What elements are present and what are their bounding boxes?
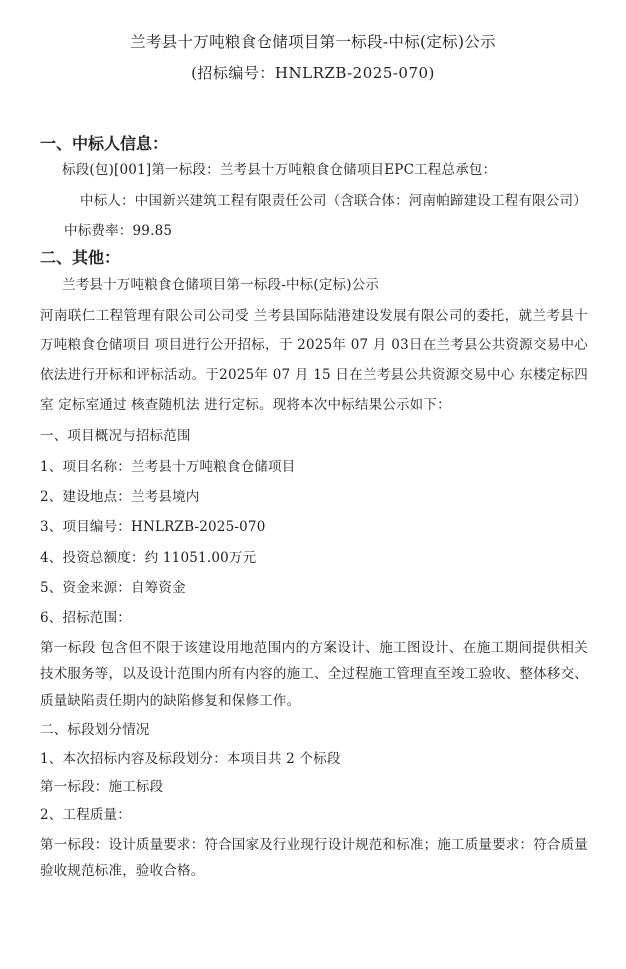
item-investment: 4、投资总额度：约 11051.00万元 (40, 550, 257, 566)
section-winner-heading: 一、中标人信息： (40, 134, 169, 153)
division-detail: 第一标段：施工标段 (40, 779, 164, 795)
item-funding: 5、资金来源：自筹资金 (40, 580, 186, 596)
winner-line: 中标人：中国新兴建筑工程有限责任公司（含联合体：河南帕蹄建设工程有限公司） (80, 193, 587, 209)
paragraph-line: 万吨粮食仓储项目 项目进行公开招标，于 2025年 07 月 03日在兰考县公共资源交易中心 (40, 337, 588, 353)
page-title: 兰考县十万吨粮食仓储项目第一标段-中标(定标)公示 (130, 33, 496, 51)
division-count: 1、本次招标内容及标段划分：本项目共 2 个标段 (40, 751, 341, 767)
rate-line: 中标费率：99.85 (64, 223, 173, 239)
quality-heading: 2、工程质量： (40, 807, 131, 823)
paragraph-line: 室 定标室通过 核查随机法 进行定标。现将本次中标结果公示如下： (40, 397, 451, 413)
quality-line: 验收规范标准，验收合格。 (40, 863, 205, 879)
subsection-division: 二、标段划分情况 (40, 722, 150, 738)
subsection-overview: 一、项目概况与招标范围 (40, 428, 191, 444)
item-project-name: 1、项目名称：兰考县十万吨粮食仓储项目 (40, 459, 296, 475)
section-other-heading: 二、其他： (40, 248, 121, 267)
quality-line: 第一标段：设计质量要求：符合国家及行业现行设计规范和标准；施工质量要求：符合质量 (40, 837, 588, 853)
lot-line: 标段(包)[001]第一标段：兰考县十万吨粮食仓储项目EPC工程总承包： (62, 162, 497, 178)
scope-line: 质量缺陷责任期内的缺陷修复和保修工作。 (40, 693, 301, 709)
scope-line: 技术服务等，以及设计范围内所有内容的施工、全过程施工管理直至竣工验收、整体移交、 (40, 666, 588, 682)
scope-line: 第一标段 包含但不限于该建设用地范围内的方案设计、施工图设计、在施工期间提供相关 (40, 640, 588, 656)
item-scope: 6、招标范围： (40, 610, 131, 626)
notice-subject: 兰考县十万吨粮食仓储项目第一标段-中标(定标)公示 (62, 277, 380, 293)
item-project-number: 3、项目编号：HNLRZB-2025-070 (40, 519, 266, 535)
paragraph-line: 河南联仁工程管理有限公司公司受 兰考县国际陆港建设发展有限公司的委托，就兰考县十 (40, 308, 588, 324)
item-location: 2、建设地点：兰考县境内 (40, 489, 200, 505)
tender-number: (招标编号：HNLRZB-2025-070) (191, 64, 435, 82)
paragraph-line: 依法进行开标和评标活动。于2025年 07 月 15 日在兰考县公共资源交易中心 东楼定标四 (40, 367, 588, 383)
